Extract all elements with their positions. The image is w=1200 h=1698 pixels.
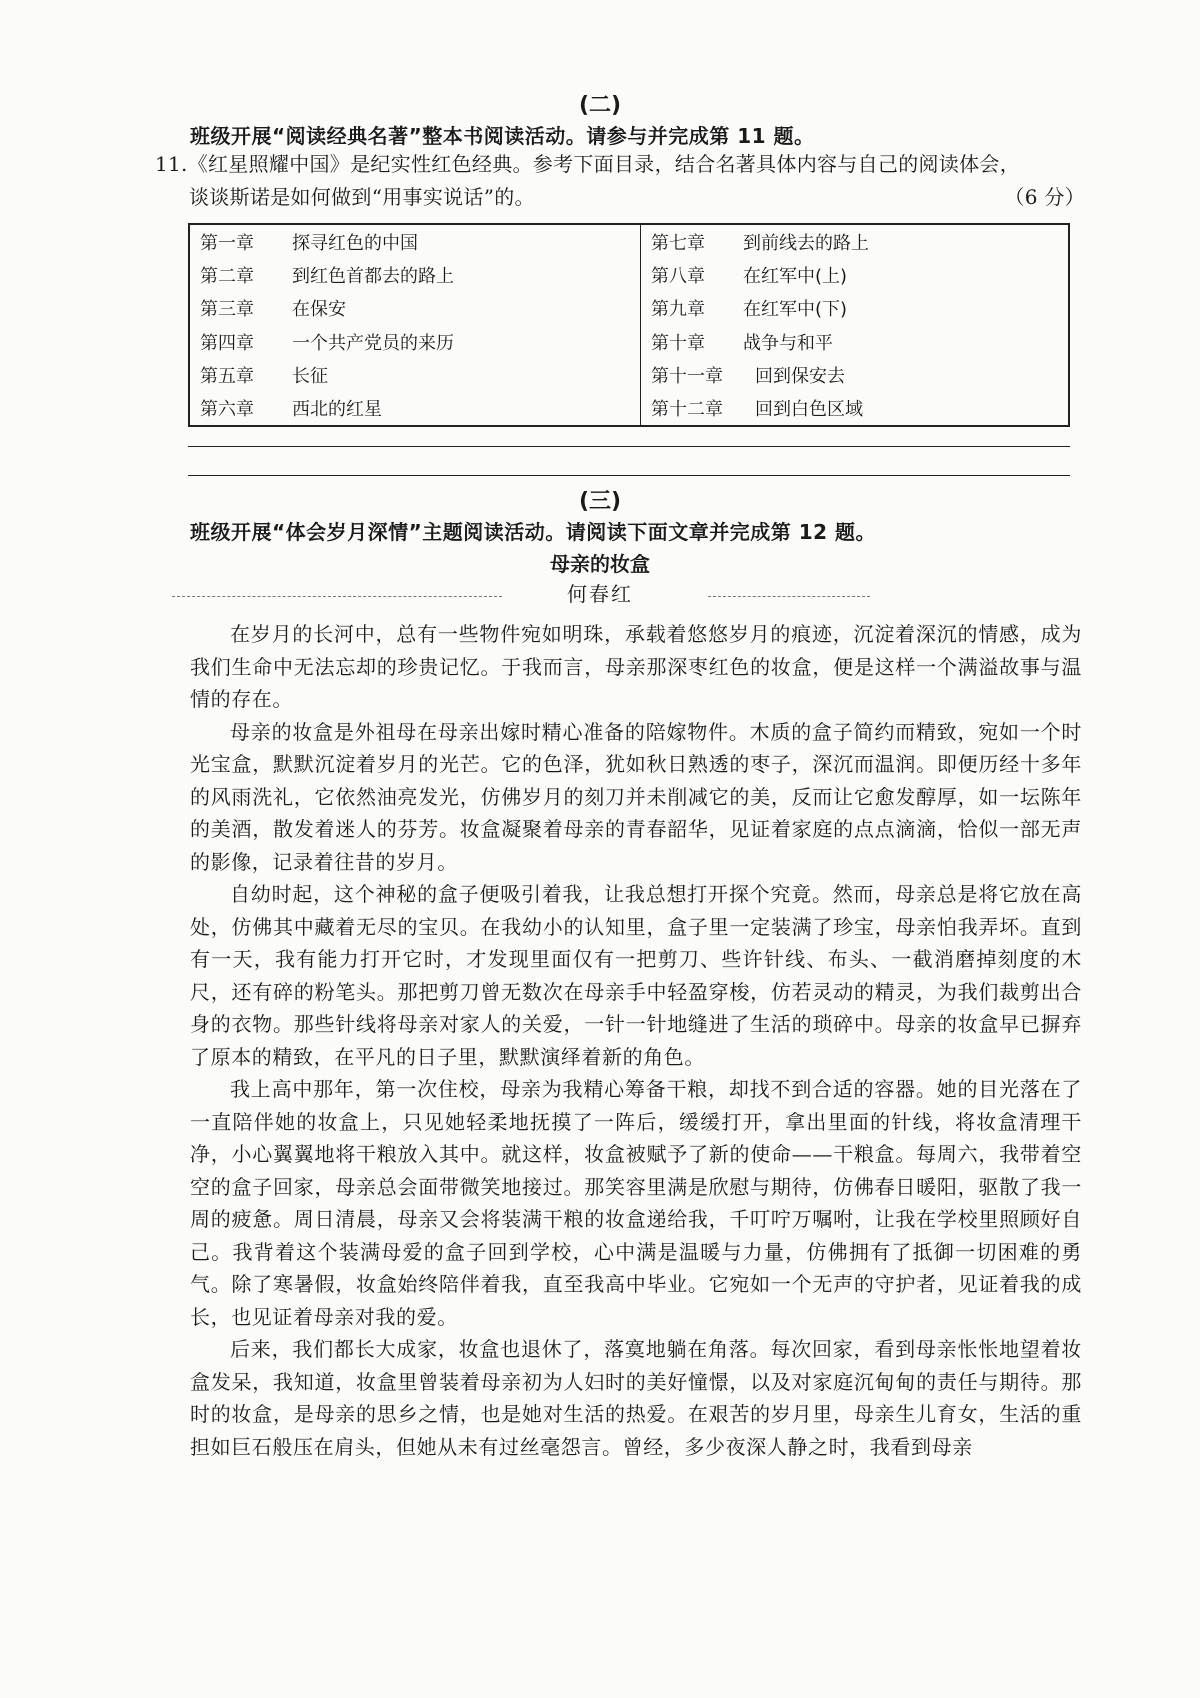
section-3-intro: 班级开展“体会岁月深情”主题阅读活动。请阅读下面文章并完成第 12 题。: [190, 520, 877, 544]
article-paragraph: 我上高中那年，第一次住校，母亲为我精心筹备干粮，却找不到合适的容器。她的目光落在了一直陪伴她的妆盒上，只见她轻柔地抚摸了一阵后，缓缓打开，拿出里面的针线，将妆盒清理干净，小心翼翼地将干粮放入其中。就这样，妆盒被赋予了新的使命——干粮盒。每周六，我带着空空的盒子回家，母亲总会面带微笑地接过。那笑容里满是欣慰与期待，仿佛春日暖阳，驱散了我一周的疲惫。周日清晨，母亲又会将装满干粮的妆盒递给我，千叮咛万嘱咐，让我在学校里照顾好自己。我背着这个装满母爱的盒子回到学校，心中满是温暖与力量，仿佛拥有了抵御一切困难的勇气。除了寒暑假，妆盒始终陪伴着我，直至我高中毕业。它宛如一个无声的守护者，见证着我的成长，也见证着母亲对我的爱。: [190, 1077, 1082, 1329]
toc-row: [189, 258, 1069, 291]
article-paragraph: 自幼时起，这个神秘的盒子便吸引着我，让我总想打开探个究竟。然而，母亲总是将它放在高处，仿佛其中藏着无尽的宝贝。在我幼小的认知里，盒子里一定装满了珍宝，母亲怕我弄坏。直到有一天，我有能力打开它时，才发现里面仅有一把剪刀、些许针线、布头、一截消磨掉刻度的木尺，还有碎的粉笔头。那把剪刀曾无数次在母亲手中轻盈穿梭，仿若灵动的精灵，为我们裁剪出合身的衣物。那些针线将母亲对家人的关爱，一针一针地缝进了生活的琐碎中。母亲的妆盒早已摒弃了原本的精致，在平凡的日子里，默默演绎着新的角色。: [190, 882, 1082, 1069]
toc-chapter-title: 长征: [292, 365, 328, 387]
toc-chapter-title: 探寻红色的中国: [292, 232, 418, 254]
toc-row: [189, 358, 1069, 391]
toc-chapter-number: 第五章: [200, 365, 254, 387]
article-paragraph: 在岁月的长河中，总有一些物件宛如明珠，承载着悠悠岁月的痕迹，沉淀着深沉的情感，成为我们生命中无法忘却的珍贵记忆。于我而言，母亲那深枣红色的妆盒，便是这样一个满溢故事与温情的存在。: [190, 622, 1082, 711]
toc-cell-right: [641, 292, 1070, 325]
toc-chapter-number: 第十章: [651, 332, 705, 354]
toc-cell-left: [189, 325, 641, 358]
toc-chapter-title: 到红色首都去的路上: [292, 265, 454, 287]
toc-chapter-number: 第八章: [651, 265, 705, 287]
toc-chapter-number: 第十二章: [651, 399, 723, 421]
toc-cell-right: [641, 258, 1070, 291]
toc-row: [189, 292, 1069, 325]
toc-chapter-title: 到前线去的路上: [743, 232, 869, 254]
toc-chapter-number: 第七章: [651, 232, 705, 254]
toc-chapter-number: 第九章: [651, 299, 705, 321]
section-2-heading: (二): [578, 93, 622, 118]
toc-cell-right: [641, 358, 1070, 391]
toc-chapter-title: 战争与和平: [743, 332, 833, 354]
toc-row: [189, 325, 1069, 358]
section-3-heading: (三): [578, 489, 622, 514]
toc-chapter-number: 第四章: [200, 332, 254, 354]
toc-cell-right: [641, 325, 1070, 358]
toc-chapter-number: 第二章: [200, 265, 254, 287]
article-paragraph: 母亲的妆盒是外祖母在母亲出嫁时精心准备的陪嫁物件。木质的盒子简约而精致，宛如一个时光宝盒，默默沉淀着岁月的光芒。它的色泽，犹如秋日熟透的枣子，深沉而温润。即便历经十多年的风雨洗礼，它依然油亮发光，仿佛岁月的刻刀并未削减它的美，反而让它愈发醇厚，如一坛陈年的美酒，散发着迷人的芬芳。妆盒凝聚着母亲的青春韶华，见证着家庭的点点滴滴，恰似一部无声的影像，记录着往昔的岁月。: [190, 719, 1082, 874]
toc-chapter-title: 回到白色区域: [755, 399, 863, 421]
toc-row: [189, 224, 1069, 258]
question-11-points: （6 分）: [1004, 185, 1085, 209]
toc-cell-left: [189, 224, 641, 258]
question-11: [155, 148, 1085, 214]
question-11-text-2: 谈谈斯诺是如何做到“用事实说话”的。: [189, 185, 535, 209]
article-title: 母亲的妆盒: [550, 552, 650, 576]
toc-chapter-title: 西北的红星: [292, 399, 382, 421]
toc-cell-left: [189, 392, 641, 426]
question-11-line-2: [155, 181, 1085, 214]
toc-chapter-title: 在红军中(上): [743, 265, 848, 287]
toc-cell-left: [189, 358, 641, 391]
toc-chapter-title: 回到保安去: [755, 365, 845, 387]
toc-chapter-title: 在保安: [292, 299, 346, 321]
toc-row: [189, 392, 1069, 426]
toc-cell-right: [641, 224, 1070, 258]
article-author: 何春红: [567, 582, 633, 606]
article-body: [190, 618, 1082, 1463]
toc-chapter-number: 第三章: [200, 299, 254, 321]
question-11-line-1: [155, 148, 1085, 181]
toc-cell-left: [189, 258, 641, 291]
toc-cell-left: [189, 292, 641, 325]
section-2-intro: 班级开展“阅读经典名著”整本书阅读活动。请参与并完成第 11 题。: [190, 124, 815, 148]
toc-cell-right: [641, 392, 1070, 426]
article-paragraph: 后来，我们都长大成家，妆盒也退休了，落寞地躺在角落。每次回家，看到母亲怅怅地望着妆盒发呆，我知道，妆盒里曾装着母亲初为人妇时的美好憧憬，以及对家庭沉甸甸的责任与期待。那时的妆盒，是母亲的思乡之情，也是她对生活的热爱。在艰苦的岁月里，母亲生儿育女，生活的重担如巨石般压在肩头，但她从未有过丝毫怨言。曾经，多少夜深人静之时，我看到母亲: [190, 1337, 1082, 1459]
answer-line-1[interactable]: [188, 446, 1070, 447]
toc-chapter-number: 第一章: [200, 232, 254, 254]
question-11-text-1: 11.《红星照耀中国》是纪实性红色经典。参考下面目录，结合名著具体内容与自己的阅读体会，: [155, 152, 1021, 176]
toc-chapter-title: 在红军中(下): [743, 299, 848, 321]
toc-chapter-number: 第十一章: [651, 365, 723, 387]
toc-chapter-number: 第六章: [200, 399, 254, 421]
answer-line-2[interactable]: [188, 475, 1070, 476]
table-of-contents: [188, 223, 1070, 427]
toc-chapter-title: 一个共产党员的来历: [292, 332, 454, 354]
